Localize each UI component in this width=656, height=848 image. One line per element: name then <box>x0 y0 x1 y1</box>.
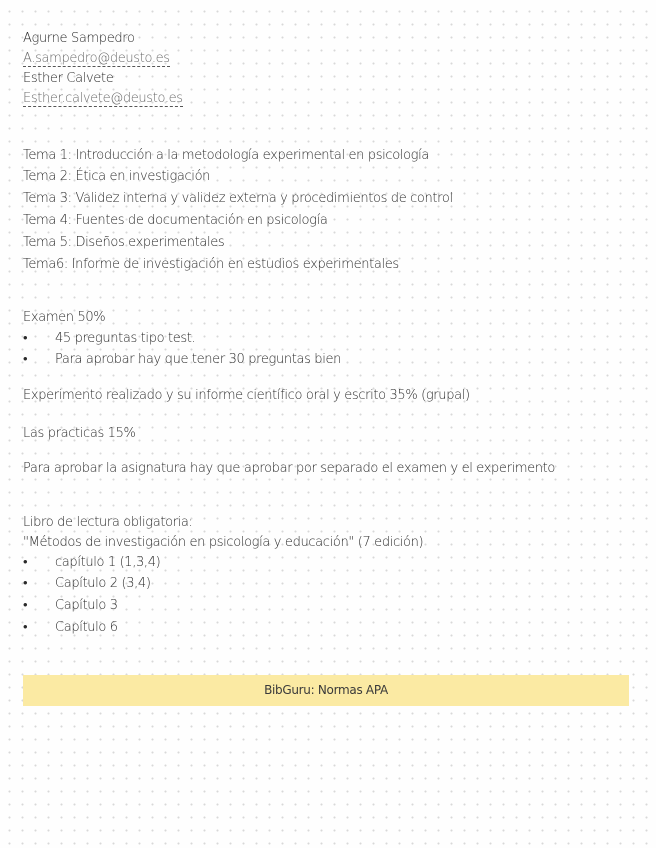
bullet-icon: • <box>23 555 28 570</box>
contact-name-2: Esther Calvete <box>23 71 114 86</box>
chapter-text: Capítulo 2 (3,4) <box>55 576 151 591</box>
bullet-icon: • <box>23 576 28 591</box>
bibguru-banner[interactable]: BibGuru: Normas APA <box>23 675 629 706</box>
bullet-icon: • <box>23 598 28 613</box>
chapter-text: Capítulo 3 <box>55 598 118 613</box>
exam-heading: Examen 50% <box>23 310 106 325</box>
exam-bullet-2 <box>23 352 341 368</box>
practices-weight: Las practicas 15% <box>23 426 136 441</box>
topic-1: Tema 1: Introducción a la metodología experimental en psicología <box>23 148 430 163</box>
reading-title: "Métodos de investigación en psicología y educación" (7 edición) <box>23 535 424 550</box>
bullet-icon: • <box>23 620 28 635</box>
email-link[interactable]: Esther.calvete@deusto.es <box>23 91 183 106</box>
chapter-item-2 <box>23 576 151 592</box>
topic-4: Tema 4: Fuentes de documentación en psicología <box>23 213 328 228</box>
bullet-icon: • <box>23 352 28 367</box>
exam-bullet-text: Para aprobar hay que tener 30 preguntas bien <box>55 352 341 367</box>
exam-bullet-1 <box>23 331 195 347</box>
bullet-icon: • <box>23 331 28 346</box>
email-link[interactable]: A.sampedro@deusto.es <box>23 51 170 66</box>
topic-5: Tema 5: Diseños experimentales <box>23 235 225 250</box>
chapter-item-4 <box>23 620 118 636</box>
topic-3: Tema 3: Validez interna y validez externa y procedimientos de control <box>23 191 453 206</box>
experiment-weight: Experimento realizado y su informe científico oral y escrito 35% (grupal) <box>23 388 470 403</box>
topic-6: Tema6: Informe de investigación en estudios experimentales <box>23 257 399 272</box>
reading-heading: Libro de lectura obligatoria: <box>23 515 193 530</box>
contact-email-2[interactable] <box>23 91 183 107</box>
contact-email-1[interactable] <box>23 51 170 67</box>
chapter-item-3 <box>23 598 118 614</box>
exam-bullet-text: 45 preguntas tipo test. <box>55 331 196 346</box>
contact-name-1: Agurne Sampedro <box>23 31 135 46</box>
chapter-text: Capítulo 6 <box>55 620 118 635</box>
pass-rule: Para aprobar la asignatura hay que aprobar por separado el examen y el experimento <box>23 461 556 476</box>
chapter-item-1 <box>23 555 160 571</box>
topic-2: Tema 2: Ética en investigación <box>23 169 211 184</box>
chapter-text: capítulo 1 (1,3,4) <box>55 555 161 570</box>
